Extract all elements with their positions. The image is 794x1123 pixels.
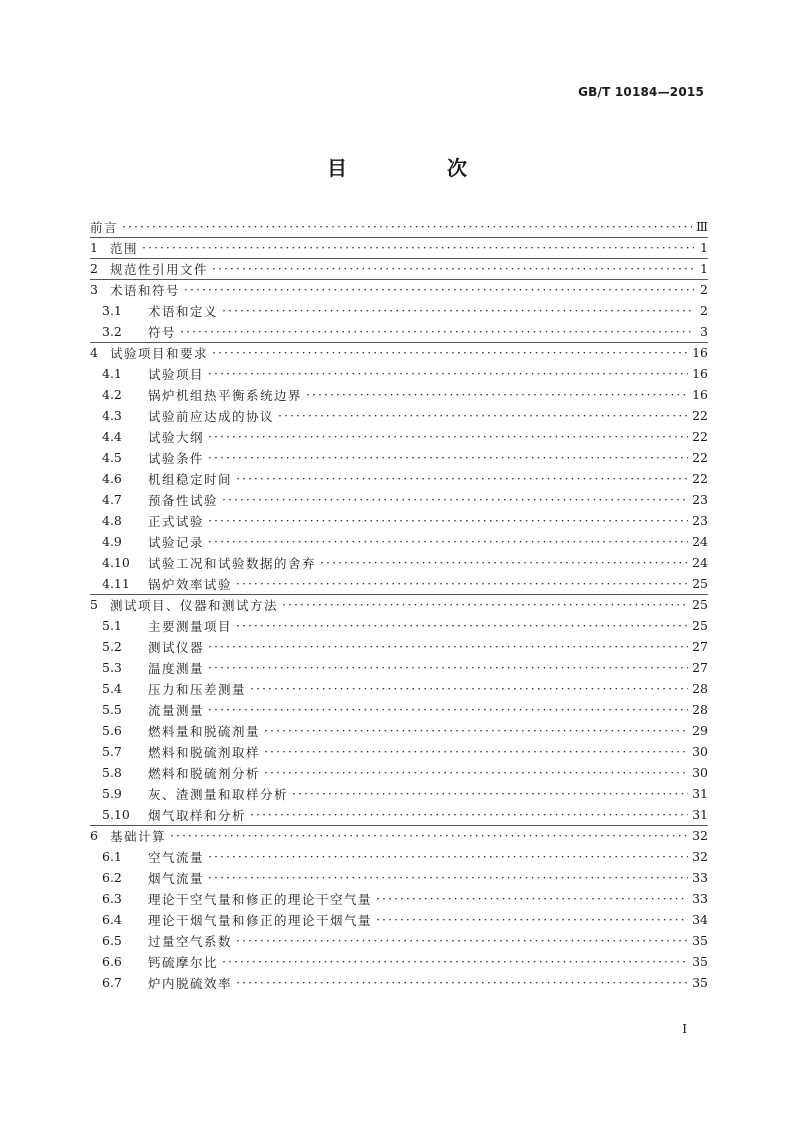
toc-entry-page: 25: [692, 597, 708, 612]
toc-entry-number: 6.2: [102, 870, 122, 885]
toc-entry-number: 5.2: [102, 639, 122, 654]
toc-entry-label: 试验前应达成的协议: [148, 408, 275, 424]
toc-entry-label: 试验工况和试验数据的舍弃: [148, 555, 317, 571]
toc-entry-label: 规范性引用文件: [110, 261, 209, 277]
toc-entry-page: 33: [692, 891, 708, 906]
toc-entry-label: 试验项目和要求: [110, 345, 209, 361]
toc-entry-number: 4: [90, 345, 98, 360]
toc-entry-page: 24: [692, 534, 708, 549]
toc-entry[interactable]: [90, 237, 708, 258]
toc-entry-number: 3.1: [102, 303, 122, 318]
toc-entry-page: 16: [692, 387, 708, 402]
toc-entry-number: 1: [90, 240, 98, 255]
toc-entry-label: 理论干空气量和修正的理论干空气量: [148, 891, 373, 907]
toc-leader-dots: [376, 891, 688, 906]
toc-entry-page: 2: [700, 303, 708, 318]
section-divider: [90, 279, 708, 280]
toc-entry-label: 温度测量: [148, 660, 205, 676]
toc-entry-number: 4.8: [102, 513, 122, 528]
toc-entry-label: 前言: [90, 219, 119, 235]
toc-entry-label: 基础计算: [110, 828, 167, 844]
toc-entry[interactable]: [90, 657, 708, 678]
toc-leader-dots: [208, 870, 688, 885]
toc-entry[interactable]: [90, 678, 708, 699]
toc-entry-number: 2: [90, 261, 98, 276]
toc-entry-page: 31: [692, 807, 708, 822]
toc-leader-dots: [236, 576, 688, 591]
toc-entry-label: 灰、渣测量和取样分析: [148, 786, 289, 802]
toc-entry-label: 烟气流量: [148, 870, 205, 886]
section-divider: [90, 258, 708, 259]
toc-entry-page: 33: [692, 870, 708, 885]
toc-entry-page: 23: [692, 492, 708, 507]
toc-entry-page: 24: [692, 555, 708, 570]
toc-entry[interactable]: [90, 951, 708, 972]
section-divider: [90, 825, 708, 826]
toc-entry-label: 主要测量项目: [148, 618, 233, 634]
toc-leader-dots: [170, 828, 688, 843]
toc-entry-label: 试验大纲: [148, 429, 205, 445]
toc-entry-label: 预备性试验: [148, 492, 219, 508]
toc-entry-page: 34: [692, 912, 708, 927]
toc-leader-dots: [142, 240, 694, 255]
toc-entry-number: 6.4: [102, 912, 122, 927]
toc-entry-label: 烟气取样和分析: [148, 807, 247, 823]
toc-entry-number: 5: [90, 597, 98, 612]
toc-entry-number: 6.3: [102, 891, 122, 906]
standard-number: GB/T 10184—2015: [578, 85, 704, 99]
toc-entry-page: 25: [692, 618, 708, 633]
toc-entry-label: 锅炉机组热平衡系统边界: [148, 387, 303, 403]
toc-entry-label: 锅炉效率试验: [148, 576, 233, 592]
toc-leader-dots: [264, 765, 688, 780]
toc-entry[interactable]: [90, 846, 708, 867]
toc-entry-page: 1: [700, 240, 708, 255]
toc-entry[interactable]: [90, 447, 708, 468]
toc-entry-number: 5.7: [102, 744, 122, 759]
toc-leader-dots: [208, 513, 688, 528]
toc-entry-label: 试验条件: [148, 450, 205, 466]
toc-entry-page: 25: [692, 576, 708, 591]
toc-entry-page: 16: [692, 345, 708, 360]
toc-entry-label: 测试仪器: [148, 639, 205, 655]
toc-entry-label: 炉内脱硫效率: [148, 975, 233, 991]
toc-leader-dots: [320, 555, 688, 570]
toc-entry-number: 5.4: [102, 681, 122, 696]
toc-leader-dots: [236, 933, 688, 948]
toc-leader-dots: [208, 450, 688, 465]
toc-entry[interactable]: [90, 930, 708, 951]
toc-leader-dots: [250, 681, 688, 696]
toc-entry-label: 正式试验: [148, 513, 205, 529]
toc-entry[interactable]: [90, 468, 708, 489]
toc-entry-number: 4.11: [102, 576, 130, 591]
toc-leader-dots: [292, 786, 688, 801]
toc-entry-page: 31: [692, 786, 708, 801]
toc-entry[interactable]: [90, 720, 708, 741]
toc-entry-page: 28: [692, 681, 708, 696]
toc-entry-number: 4.3: [102, 408, 122, 423]
toc-entry[interactable]: [90, 384, 708, 405]
toc-leader-dots: [208, 660, 688, 675]
toc-entry-page: 35: [692, 933, 708, 948]
toc-entry-label: 机组稳定时间: [148, 471, 233, 487]
toc-entry[interactable]: [90, 405, 708, 426]
toc-entry[interactable]: [90, 363, 708, 384]
toc-entry-page: 32: [692, 828, 708, 843]
toc-entry[interactable]: [90, 615, 708, 636]
toc-leader-dots: [264, 723, 688, 738]
toc-entry[interactable]: [90, 867, 708, 888]
toc-entry-number: 4.1: [102, 366, 122, 381]
toc-leader-dots: [236, 471, 688, 486]
toc-entry[interactable]: [90, 510, 708, 531]
toc-entry[interactable]: [90, 426, 708, 447]
toc-leader-dots: [222, 303, 694, 318]
toc-leader-dots: [250, 807, 688, 822]
toc-entry-number: 5.8: [102, 765, 122, 780]
toc-entry-page: 35: [692, 954, 708, 969]
toc-entry[interactable]: [90, 258, 708, 279]
toc-leader-dots: [282, 597, 688, 612]
toc-entry-page: 3: [700, 324, 708, 339]
toc-entry-page: 27: [692, 660, 708, 675]
toc-leader-dots: [208, 429, 688, 444]
toc-entry-number: 6.1: [102, 849, 122, 864]
toc-entry[interactable]: [90, 489, 708, 510]
toc-entry[interactable]: [90, 741, 708, 762]
page-title: 目 次: [327, 156, 507, 180]
toc-entry-number: 6: [90, 828, 98, 843]
toc-leader-dots: [236, 618, 688, 633]
toc-entry-label: 空气流量: [148, 849, 205, 865]
toc-entry-number: 4.7: [102, 492, 122, 507]
toc-entry-number: 5.10: [102, 807, 130, 822]
toc-leader-dots: [236, 975, 688, 990]
section-divider: [90, 594, 708, 595]
toc-leader-dots: [208, 639, 688, 654]
toc-entry[interactable]: [90, 321, 708, 342]
toc-entry[interactable]: [90, 594, 708, 615]
toc-entry[interactable]: [90, 573, 708, 594]
toc-entry[interactable]: [90, 531, 708, 552]
toc-entry-label: 流量测量: [148, 702, 205, 718]
toc-entry-number: 5.9: [102, 786, 122, 801]
toc-entry-page: Ⅲ: [695, 219, 708, 234]
toc-leader-dots: [212, 261, 694, 276]
toc-entry[interactable]: [90, 972, 708, 993]
toc-entry-label: 燃料和脱硫剂取样: [148, 744, 261, 760]
toc-entry[interactable]: [90, 825, 708, 846]
toc-entry-label: 符号: [148, 324, 177, 340]
toc-leader-dots: [222, 954, 688, 969]
toc-entry-number: 4.2: [102, 387, 122, 402]
toc-entry[interactable]: [90, 909, 708, 930]
toc-leader-dots: [306, 387, 688, 402]
toc-leader-dots: [184, 282, 694, 297]
toc-entry-page: 32: [692, 849, 708, 864]
toc-entry-label: 压力和压差测量: [148, 681, 247, 697]
toc-leader-dots: [278, 408, 688, 423]
toc-entry-label: 燃料和脱硫剂分析: [148, 765, 261, 781]
toc-entry-page: 22: [692, 450, 708, 465]
toc-leader-dots: [264, 744, 688, 759]
toc-leader-dots: [222, 492, 688, 507]
toc-entry-number: 5.6: [102, 723, 122, 738]
toc-entry[interactable]: [90, 888, 708, 909]
toc-entry-page: 22: [692, 429, 708, 444]
toc-entry[interactable]: [90, 804, 708, 825]
toc-entry-number: 4.9: [102, 534, 122, 549]
toc-entry-number: 4.4: [102, 429, 122, 444]
toc-leader-dots: [208, 702, 688, 717]
table-of-contents: [90, 216, 708, 993]
toc-entry-page: 22: [692, 408, 708, 423]
toc-entry-label: 钙硫摩尔比: [148, 954, 219, 970]
toc-entry-label: 测试项目、仪器和测试方法: [110, 597, 279, 613]
section-divider: [90, 237, 708, 238]
toc-entry-page: 29: [692, 723, 708, 738]
toc-entry-number: 3.2: [102, 324, 122, 339]
toc-entry[interactable]: [90, 699, 708, 720]
section-divider: [90, 342, 708, 343]
toc-entry[interactable]: [90, 636, 708, 657]
toc-entry-label: 燃料量和脱硫剂量: [148, 723, 261, 739]
toc-entry-label: 术语和定义: [148, 303, 219, 319]
page-folio: I: [682, 1022, 687, 1036]
toc-entry-number: 3: [90, 282, 98, 297]
toc-entry-page: 16: [692, 366, 708, 381]
toc-entry-page: 30: [692, 744, 708, 759]
toc-leader-dots: [208, 534, 688, 549]
toc-leader-dots: [376, 912, 688, 927]
toc-leader-dots: [180, 324, 694, 339]
toc-entry-page: 30: [692, 765, 708, 780]
toc-entry-page: 2: [700, 282, 708, 297]
toc-entry-label: 术语和符号: [110, 282, 181, 298]
toc-entry-page: 35: [692, 975, 708, 990]
toc-entry-number: 4.6: [102, 471, 122, 486]
toc-leader-dots: [212, 345, 688, 360]
toc-entry-label: 试验项目: [148, 366, 205, 382]
toc-leader-dots: [208, 849, 688, 864]
toc-entry-page: 28: [692, 702, 708, 717]
toc-entry-number: 5.1: [102, 618, 122, 633]
toc-entry-label: 试验记录: [148, 534, 205, 550]
toc-entry-number: 5.5: [102, 702, 122, 717]
toc-entry-number: 6.5: [102, 933, 122, 948]
toc-entry[interactable]: [90, 279, 708, 300]
toc-entry-page: 27: [692, 639, 708, 654]
toc-entry-number: 6.6: [102, 954, 122, 969]
toc-entry[interactable]: [90, 552, 708, 573]
toc-entry-number: 4.10: [102, 555, 130, 570]
toc-entry[interactable]: [90, 783, 708, 804]
toc-entry-page: 22: [692, 471, 708, 486]
toc-entry-number: 4.5: [102, 450, 122, 465]
toc-leader-dots: [122, 219, 692, 234]
toc-entry-label: 过量空气系数: [148, 933, 233, 949]
toc-entry[interactable]: [90, 216, 708, 237]
toc-entry-number: 5.3: [102, 660, 122, 675]
toc-entry-label: 范围: [110, 240, 139, 256]
toc-entry-number: 6.7: [102, 975, 122, 990]
toc-entry-page: 1: [700, 261, 708, 276]
toc-entry[interactable]: [90, 300, 708, 321]
toc-entry[interactable]: [90, 762, 708, 783]
toc-entry-page: 23: [692, 513, 708, 528]
toc-entry-label: 理论干烟气量和修正的理论干烟气量: [148, 912, 373, 928]
toc-entry[interactable]: [90, 342, 708, 363]
toc-leader-dots: [208, 366, 688, 381]
